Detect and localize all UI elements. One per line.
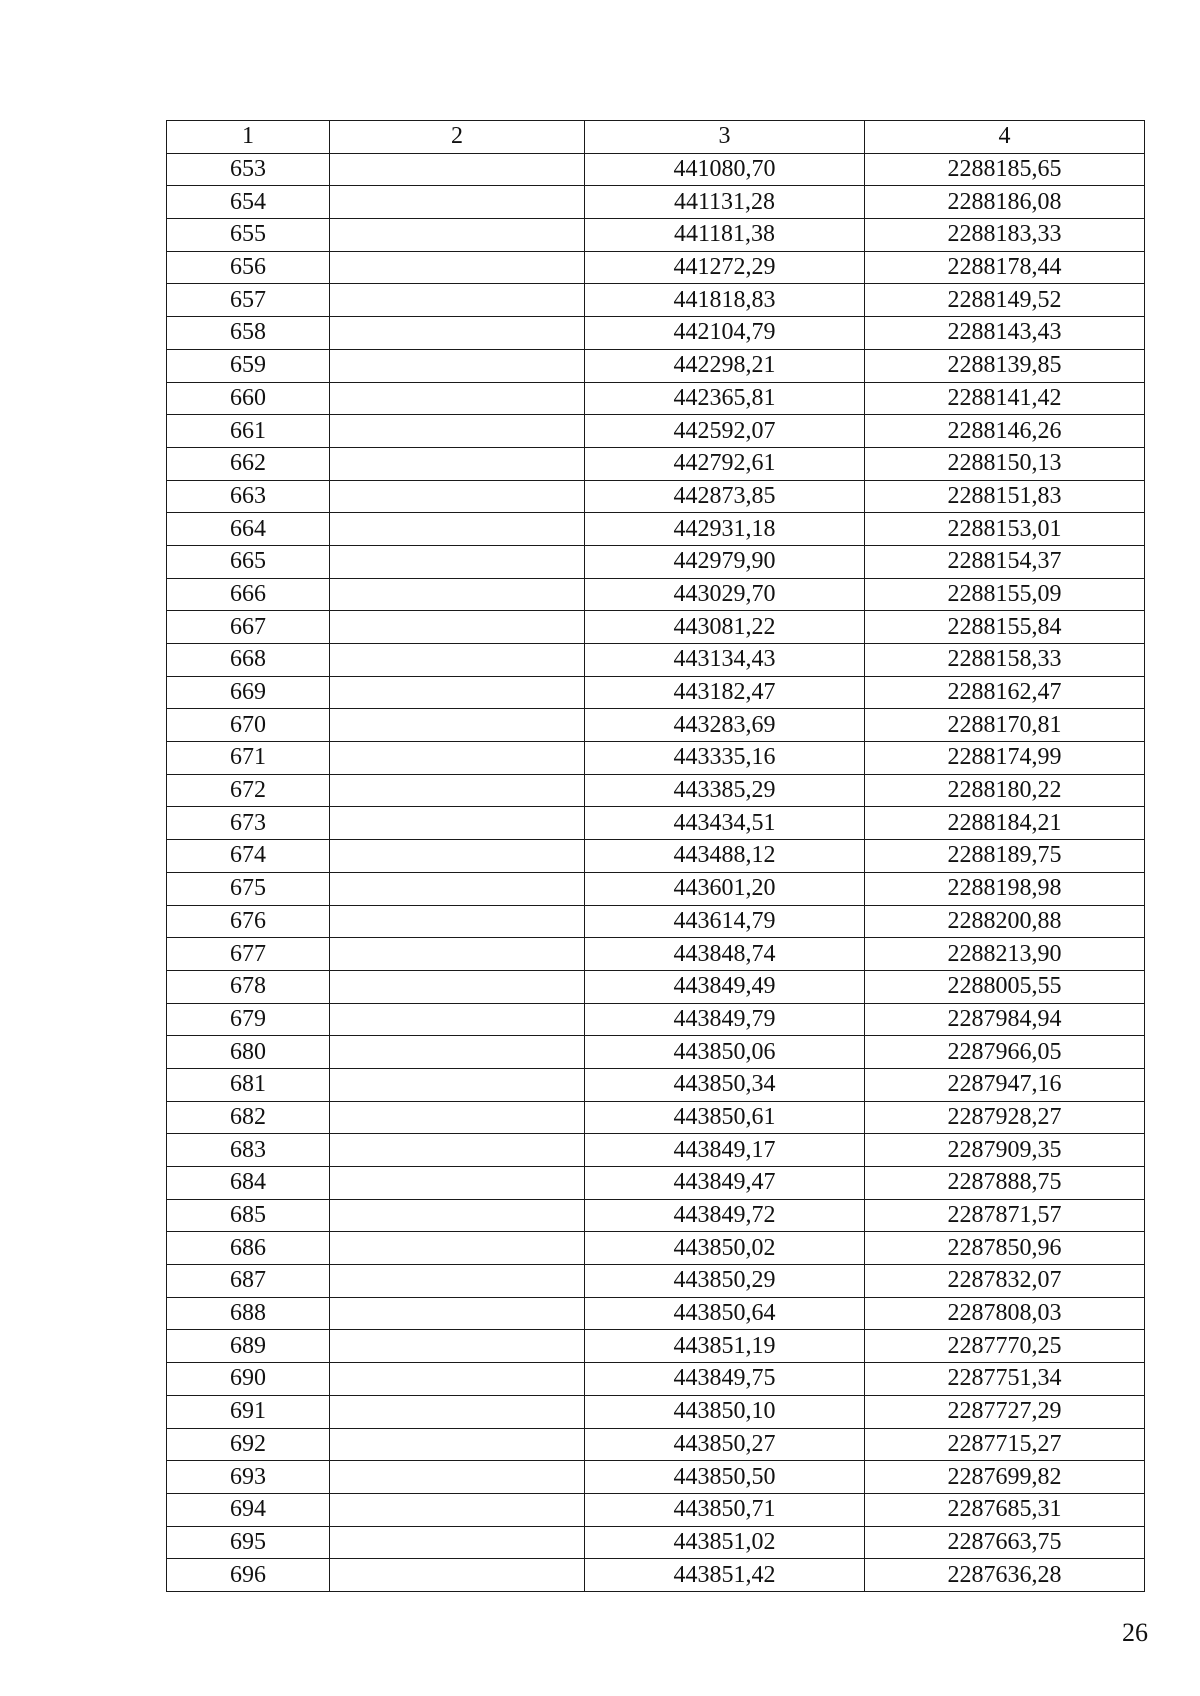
- y-coordinate-cell: 2288149,52: [865, 284, 1145, 317]
- table-row: [167, 578, 1145, 611]
- point-number-cell: 664: [167, 513, 330, 546]
- x-coordinate-cell: 441818,83: [585, 284, 865, 317]
- x-coordinate-cell: 443081,22: [585, 611, 865, 644]
- point-number-cell: 689: [167, 1330, 330, 1363]
- name-cell: [330, 1036, 585, 1069]
- table-row: [167, 905, 1145, 938]
- y-coordinate-cell: 2288146,26: [865, 415, 1145, 448]
- y-coordinate-cell: 2287909,35: [865, 1134, 1145, 1167]
- y-coordinate-cell: 2288198,98: [865, 872, 1145, 905]
- name-cell: [330, 970, 585, 1003]
- y-coordinate-cell: 2287636,28: [865, 1559, 1145, 1592]
- table-header: [167, 121, 1145, 154]
- name-cell: [330, 1232, 585, 1265]
- point-number-cell: 677: [167, 938, 330, 971]
- table-row: [167, 644, 1145, 677]
- table-row: [167, 545, 1145, 578]
- point-number-cell: 668: [167, 644, 330, 677]
- x-coordinate-cell: 442592,07: [585, 415, 865, 448]
- x-coordinate-cell: 443851,42: [585, 1559, 865, 1592]
- name-cell: [330, 1559, 585, 1592]
- column-header-2: 2: [330, 121, 585, 154]
- table-row: [167, 153, 1145, 186]
- point-number-cell: 673: [167, 807, 330, 840]
- point-number-cell: 672: [167, 774, 330, 807]
- point-number-cell: 687: [167, 1265, 330, 1298]
- x-coordinate-cell: 443601,20: [585, 872, 865, 905]
- name-cell: [330, 186, 585, 219]
- table-row: [167, 349, 1145, 382]
- table-row: [167, 1559, 1145, 1592]
- page-number: 26: [1122, 1618, 1148, 1647]
- point-number-cell: 681: [167, 1068, 330, 1101]
- name-cell: [330, 153, 585, 186]
- name-cell: [330, 545, 585, 578]
- x-coordinate-cell: 443850,27: [585, 1428, 865, 1461]
- x-coordinate-cell: 441131,28: [585, 186, 865, 219]
- table-row: [167, 807, 1145, 840]
- y-coordinate-cell: 2288189,75: [865, 840, 1145, 873]
- table-row: [167, 1167, 1145, 1200]
- point-number-cell: 665: [167, 545, 330, 578]
- name-cell: [330, 840, 585, 873]
- name-cell: [330, 1493, 585, 1526]
- x-coordinate-cell: 442873,85: [585, 480, 865, 513]
- y-coordinate-cell: 2287832,07: [865, 1265, 1145, 1298]
- name-cell: [330, 774, 585, 807]
- point-number-cell: 695: [167, 1526, 330, 1559]
- name-cell: [330, 1363, 585, 1396]
- name-cell: [330, 317, 585, 350]
- name-cell: [330, 1395, 585, 1428]
- y-coordinate-cell: 2287770,25: [865, 1330, 1145, 1363]
- y-coordinate-cell: 2288184,21: [865, 807, 1145, 840]
- point-number-cell: 690: [167, 1363, 330, 1396]
- y-coordinate-cell: 2287808,03: [865, 1297, 1145, 1330]
- y-coordinate-cell: 2287928,27: [865, 1101, 1145, 1134]
- x-coordinate-cell: 443850,71: [585, 1493, 865, 1526]
- x-coordinate-cell: 443849,49: [585, 970, 865, 1003]
- name-cell: [330, 1003, 585, 1036]
- y-coordinate-cell: 2288155,09: [865, 578, 1145, 611]
- name-cell: [330, 349, 585, 382]
- table-row: [167, 1330, 1145, 1363]
- x-coordinate-cell: 443851,02: [585, 1526, 865, 1559]
- x-coordinate-cell: 442298,21: [585, 349, 865, 382]
- x-coordinate-cell: 443283,69: [585, 709, 865, 742]
- y-coordinate-cell: 2287984,94: [865, 1003, 1145, 1036]
- name-cell: [330, 1428, 585, 1461]
- x-coordinate-cell: 443614,79: [585, 905, 865, 938]
- point-number-cell: 685: [167, 1199, 330, 1232]
- y-coordinate-cell: 2287727,29: [865, 1395, 1145, 1428]
- x-coordinate-cell: 443850,61: [585, 1101, 865, 1134]
- name-cell: [330, 905, 585, 938]
- table-row: [167, 382, 1145, 415]
- name-cell: [330, 415, 585, 448]
- point-number-cell: 670: [167, 709, 330, 742]
- point-number-cell: 674: [167, 840, 330, 873]
- name-cell: [330, 480, 585, 513]
- point-number-cell: 675: [167, 872, 330, 905]
- table-row: [167, 1526, 1145, 1559]
- point-number-cell: 680: [167, 1036, 330, 1069]
- y-coordinate-cell: 2287699,82: [865, 1461, 1145, 1494]
- column-header-3: 3: [585, 121, 865, 154]
- x-coordinate-cell: 443849,47: [585, 1167, 865, 1200]
- table-row: [167, 219, 1145, 252]
- y-coordinate-cell: 2288153,01: [865, 513, 1145, 546]
- x-coordinate-cell: 443850,10: [585, 1395, 865, 1428]
- y-coordinate-cell: 2287888,75: [865, 1167, 1145, 1200]
- point-number-cell: 666: [167, 578, 330, 611]
- table-row: [167, 480, 1145, 513]
- name-cell: [330, 284, 585, 317]
- table-row: [167, 1297, 1145, 1330]
- point-number-cell: 683: [167, 1134, 330, 1167]
- x-coordinate-cell: 443848,74: [585, 938, 865, 971]
- x-coordinate-cell: 443851,19: [585, 1330, 865, 1363]
- x-coordinate-cell: 441181,38: [585, 219, 865, 252]
- table-row: [167, 970, 1145, 1003]
- table-row: [167, 1265, 1145, 1298]
- y-coordinate-cell: 2287751,34: [865, 1363, 1145, 1396]
- coordinates-table-container: [166, 120, 1144, 1592]
- name-cell: [330, 644, 585, 677]
- y-coordinate-cell: 2288174,99: [865, 742, 1145, 775]
- y-coordinate-cell: 2288186,08: [865, 186, 1145, 219]
- x-coordinate-cell: 443335,16: [585, 742, 865, 775]
- table-row: [167, 513, 1145, 546]
- name-cell: [330, 709, 585, 742]
- name-cell: [330, 578, 585, 611]
- name-cell: [330, 219, 585, 252]
- x-coordinate-cell: 443434,51: [585, 807, 865, 840]
- name-cell: [330, 938, 585, 971]
- x-coordinate-cell: 442104,79: [585, 317, 865, 350]
- x-coordinate-cell: 442365,81: [585, 382, 865, 415]
- table-row: [167, 1461, 1145, 1494]
- x-coordinate-cell: 441080,70: [585, 153, 865, 186]
- point-number-cell: 684: [167, 1167, 330, 1200]
- table-row: [167, 1395, 1145, 1428]
- point-number-cell: 679: [167, 1003, 330, 1036]
- table-row: [167, 840, 1145, 873]
- table-row: [167, 251, 1145, 284]
- point-number-cell: 658: [167, 317, 330, 350]
- x-coordinate-cell: 443850,29: [585, 1265, 865, 1298]
- x-coordinate-cell: 443850,02: [585, 1232, 865, 1265]
- point-number-cell: 688: [167, 1297, 330, 1330]
- name-cell: [330, 1134, 585, 1167]
- x-coordinate-cell: 442792,61: [585, 447, 865, 480]
- point-number-cell: 663: [167, 480, 330, 513]
- table-row: [167, 1199, 1145, 1232]
- x-coordinate-cell: 442931,18: [585, 513, 865, 546]
- table-row: [167, 1363, 1145, 1396]
- name-cell: [330, 1461, 585, 1494]
- name-cell: [330, 1199, 585, 1232]
- name-cell: [330, 1526, 585, 1559]
- x-coordinate-cell: 441272,29: [585, 251, 865, 284]
- table-row: [167, 447, 1145, 480]
- y-coordinate-cell: 2287947,16: [865, 1068, 1145, 1101]
- y-coordinate-cell: 2288200,88: [865, 905, 1145, 938]
- name-cell: [330, 611, 585, 644]
- y-coordinate-cell: 2288005,55: [865, 970, 1145, 1003]
- y-coordinate-cell: 2288143,43: [865, 317, 1145, 350]
- x-coordinate-cell: 443850,06: [585, 1036, 865, 1069]
- name-cell: [330, 807, 585, 840]
- table-row: [167, 1232, 1145, 1265]
- name-cell: [330, 382, 585, 415]
- y-coordinate-cell: 2287871,57: [865, 1199, 1145, 1232]
- name-cell: [330, 251, 585, 284]
- point-number-cell: 662: [167, 447, 330, 480]
- y-coordinate-cell: 2288180,22: [865, 774, 1145, 807]
- coordinates-table: [166, 120, 1145, 1592]
- table-row: [167, 317, 1145, 350]
- point-number-cell: 671: [167, 742, 330, 775]
- y-coordinate-cell: 2287715,27: [865, 1428, 1145, 1461]
- point-number-cell: 660: [167, 382, 330, 415]
- table-row: [167, 284, 1145, 317]
- y-coordinate-cell: 2288154,37: [865, 545, 1145, 578]
- table-row: [167, 415, 1145, 448]
- point-number-cell: 676: [167, 905, 330, 938]
- point-number-cell: 667: [167, 611, 330, 644]
- name-cell: [330, 1297, 585, 1330]
- table-row: [167, 1493, 1145, 1526]
- name-cell: [330, 1265, 585, 1298]
- point-number-cell: 678: [167, 970, 330, 1003]
- name-cell: [330, 447, 585, 480]
- column-header-4: 4: [865, 121, 1145, 154]
- point-number-cell: 691: [167, 1395, 330, 1428]
- name-cell: [330, 676, 585, 709]
- name-cell: [330, 1330, 585, 1363]
- point-number-cell: 657: [167, 284, 330, 317]
- point-number-cell: 661: [167, 415, 330, 448]
- table-row: [167, 742, 1145, 775]
- x-coordinate-cell: 443182,47: [585, 676, 865, 709]
- y-coordinate-cell: 2288213,90: [865, 938, 1145, 971]
- table-row: [167, 774, 1145, 807]
- name-cell: [330, 872, 585, 905]
- y-coordinate-cell: 2288139,85: [865, 349, 1145, 382]
- y-coordinate-cell: 2288170,81: [865, 709, 1145, 742]
- table-body: [167, 153, 1145, 1591]
- x-coordinate-cell: 443134,43: [585, 644, 865, 677]
- point-number-cell: 682: [167, 1101, 330, 1134]
- name-cell: [330, 1101, 585, 1134]
- y-coordinate-cell: 2287850,96: [865, 1232, 1145, 1265]
- name-cell: [330, 742, 585, 775]
- table-row: [167, 1036, 1145, 1069]
- table-row: [167, 611, 1145, 644]
- point-number-cell: 669: [167, 676, 330, 709]
- point-number-cell: 655: [167, 219, 330, 252]
- y-coordinate-cell: 2288183,33: [865, 219, 1145, 252]
- x-coordinate-cell: 443850,50: [585, 1461, 865, 1494]
- y-coordinate-cell: 2288185,65: [865, 153, 1145, 186]
- table-row: [167, 709, 1145, 742]
- point-number-cell: 659: [167, 349, 330, 382]
- y-coordinate-cell: 2287966,05: [865, 1036, 1145, 1069]
- y-coordinate-cell: 2288178,44: [865, 251, 1145, 284]
- point-number-cell: 694: [167, 1493, 330, 1526]
- table-row: [167, 1428, 1145, 1461]
- x-coordinate-cell: 443850,64: [585, 1297, 865, 1330]
- column-header-1: 1: [167, 121, 330, 154]
- y-coordinate-cell: 2288150,13: [865, 447, 1145, 480]
- y-coordinate-cell: 2288162,47: [865, 676, 1145, 709]
- table-row: [167, 938, 1145, 971]
- header-row: [167, 121, 1145, 154]
- y-coordinate-cell: 2287685,31: [865, 1493, 1145, 1526]
- table-row: [167, 186, 1145, 219]
- name-cell: [330, 513, 585, 546]
- table-row: [167, 676, 1145, 709]
- table-row: [167, 1134, 1145, 1167]
- x-coordinate-cell: 443849,17: [585, 1134, 865, 1167]
- x-coordinate-cell: 443385,29: [585, 774, 865, 807]
- table-row: [167, 872, 1145, 905]
- y-coordinate-cell: 2288141,42: [865, 382, 1145, 415]
- table-row: [167, 1068, 1145, 1101]
- y-coordinate-cell: 2288158,33: [865, 644, 1145, 677]
- point-number-cell: 692: [167, 1428, 330, 1461]
- point-number-cell: 696: [167, 1559, 330, 1592]
- x-coordinate-cell: 443488,12: [585, 840, 865, 873]
- x-coordinate-cell: 443849,72: [585, 1199, 865, 1232]
- name-cell: [330, 1068, 585, 1101]
- x-coordinate-cell: 443850,34: [585, 1068, 865, 1101]
- y-coordinate-cell: 2288155,84: [865, 611, 1145, 644]
- point-number-cell: 686: [167, 1232, 330, 1265]
- point-number-cell: 654: [167, 186, 330, 219]
- y-coordinate-cell: 2288151,83: [865, 480, 1145, 513]
- x-coordinate-cell: 443029,70: [585, 578, 865, 611]
- table-row: [167, 1003, 1145, 1036]
- x-coordinate-cell: 443849,79: [585, 1003, 865, 1036]
- y-coordinate-cell: 2287663,75: [865, 1526, 1145, 1559]
- x-coordinate-cell: 443849,75: [585, 1363, 865, 1396]
- table-row: [167, 1101, 1145, 1134]
- point-number-cell: 653: [167, 153, 330, 186]
- x-coordinate-cell: 442979,90: [585, 545, 865, 578]
- point-number-cell: 656: [167, 251, 330, 284]
- name-cell: [330, 1167, 585, 1200]
- point-number-cell: 693: [167, 1461, 330, 1494]
